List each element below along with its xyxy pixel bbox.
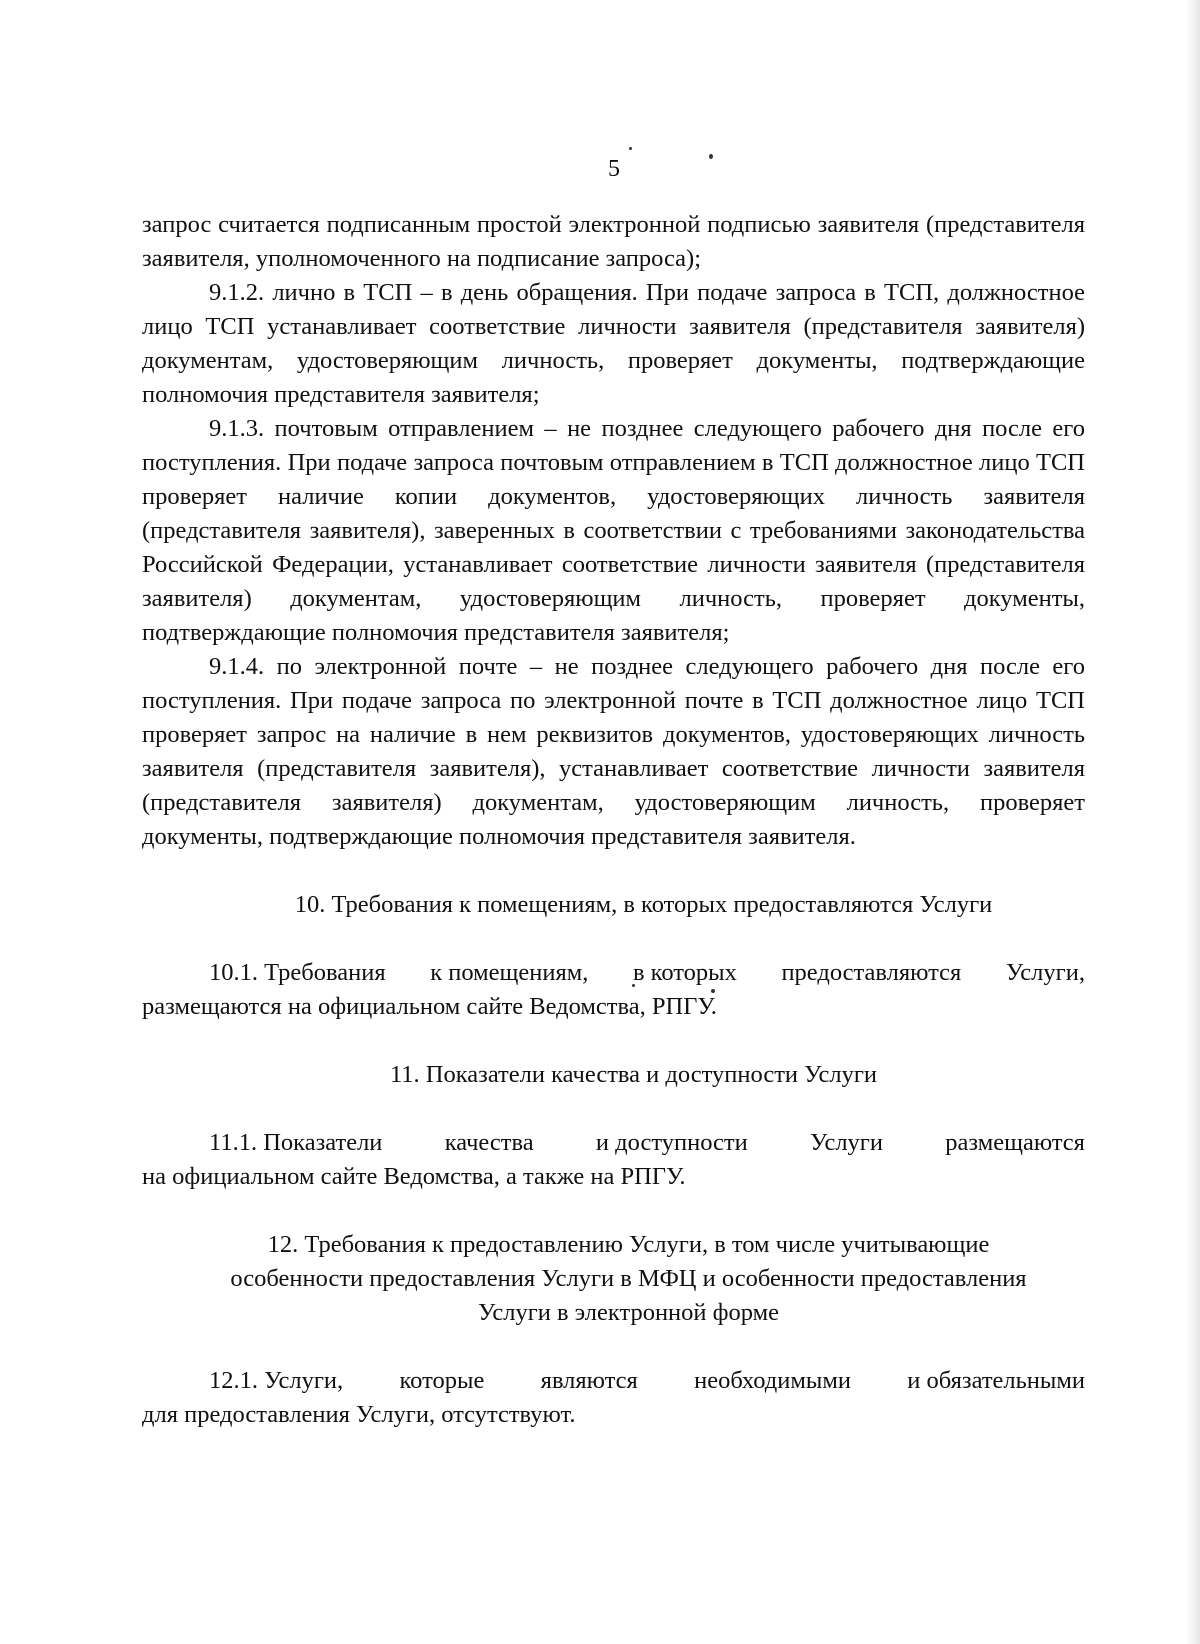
word: и доступности [595,1129,748,1156]
word: Услуги, [1005,959,1085,986]
word: 12.1. Услуги, [209,1367,344,1394]
word: и обязательными [907,1367,1085,1394]
section-12-heading-line: 12. Требования к предоставлению Услуги, в том числе учитывающие [267,1231,990,1258]
word: в которых [632,959,737,986]
word: которые [399,1367,485,1394]
paragraph-request-signed: запрос считается подписанным простой электронной подписью заявителя (представителя заявителя, уполномоченного на подписание запроса); [142,211,1085,272]
word: 11.1. Показатели [209,1129,383,1156]
word: предоставляются [781,959,962,986]
paragraph-12-1-line1 [142,1364,1085,1398]
page-number: 5 [608,156,620,182]
document-body [142,208,1085,1432]
word: качества [444,1129,534,1156]
section-11-heading: 11. Показатели качества и доступности Услуги [389,1061,878,1088]
section-12-heading-line: Услуги в электронной форме [477,1299,780,1326]
paragraph-12-1-line2: для предоставления Услуги, отсутствуют. [142,1401,576,1428]
scan-speck [629,147,632,150]
word: Услуги [810,1129,883,1156]
word: 10.1. Требования [209,959,386,986]
word: являются [540,1367,638,1394]
section-10-heading: 10. Требования к помещениям, в которых предоставляются Услуги [294,891,993,918]
word: к помещениям, [430,959,589,986]
paragraph-10-1-line2: размещаются на официальном сайте Ведомства, РПГУ. [142,993,717,1020]
paragraph-9-1-2: 9.1.2. лично в ТСП – в день обращения. При подаче запроса в ТСП, должностное лицо ТСП устанавливает соответствие личности заявителя (представителя заявителя) документам, удостоверяющим личность, проверяет документы, подтверждающие полномочия представителя заявителя; [142,279,1085,408]
section-12-heading [142,1228,1085,1330]
word: необходимыми [694,1367,851,1394]
scan-speck [709,154,713,159]
scan-edge-shadow [1186,0,1200,1644]
paragraph-9-1-4: 9.1.4. по электронной почте – не позднее следующего рабочего дня после его поступления. При подаче запроса по электронной почте в ТСП должностное лицо ТСП проверяет запрос на наличие в нем реквизитов документов, удостоверяющих личность заявителя (представителя заявителя), устанавливает соответствие личности заявителя (представителя заявителя) документам, удостоверяющим личность, проверяет документы, подтверждающие полномочия представителя заявителя. [142,653,1085,850]
paragraph-11-1-line2: на официальном сайте Ведомства, а также на РПГУ. [142,1163,686,1190]
paragraph-9-1-3: 9.1.3. почтовым отправлением – не позднее следующего рабочего дня после его поступления. При подаче запроса почтовым отправлением в ТСП должностное лицо ТСП проверяет наличие копии документов, удостоверяющих личность заявителя (представителя заявителя), заверенных в соответствии с требованиями законодательства Российской Федерации, устанавливает соответствие личности заявителя (представителя заявителя) документам, удостоверяющим личность, проверяет документы, подтверждающие полномочия представителя заявителя; [142,415,1085,646]
paragraph-10-1-line1 [142,956,1085,990]
section-12-heading-line: особенности предоставления Услуги в МФЦ и особенности предоставления [230,1265,1027,1292]
word: размещаются [945,1129,1085,1156]
paragraph-11-1-line1 [142,1126,1085,1160]
